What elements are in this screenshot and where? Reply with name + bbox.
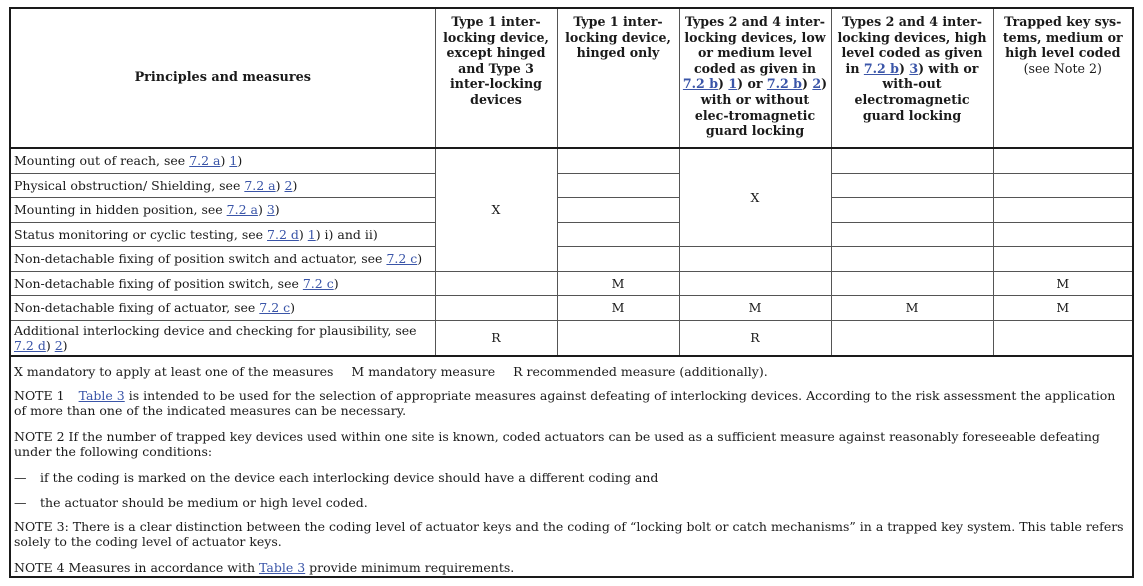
cell-empty <box>557 173 679 198</box>
cell-empty <box>993 247 1132 272</box>
link-7-2-c[interactable]: 7.2 c <box>302 275 334 291</box>
row-label: Non-detachable fixing of actuator, see 7.2 c) <box>11 296 435 321</box>
cell-empty <box>831 320 993 355</box>
cell-empty <box>993 148 1132 173</box>
legend-x: X mandatory to apply at least one of the measures <box>14 364 334 379</box>
header-row <box>11 9 1132 148</box>
link-7-2-c[interactable]: 7.2 c <box>259 300 291 316</box>
cell-empty <box>557 148 679 173</box>
row-label: Physical obstruction/ Shielding, see 7.2 a) 2) <box>11 173 435 198</box>
cell-mark-m: M <box>679 296 831 321</box>
link-7-2-d[interactable]: 7.2 d <box>14 337 46 353</box>
cell-mark-m: M <box>993 296 1132 321</box>
header-types-2-4-high: Types 2 and 4 inter-locking devices, high level coded as given in 7.2 b) 3) with or with-out electromagnetic guard locking <box>831 9 993 148</box>
cell-mark-r: R <box>435 320 557 355</box>
row-label: Additional interlocking device and checking for plausibility, see 7.2 d) 2) <box>11 320 435 355</box>
legend <box>14 364 768 379</box>
cell-empty <box>831 148 993 173</box>
measures-table <box>11 9 1132 356</box>
table-row <box>11 222 1132 247</box>
link-7-2-d[interactable]: 7.2 d <box>267 226 299 242</box>
cell-empty <box>993 320 1132 355</box>
cell-empty <box>831 222 993 247</box>
link-7-2-b[interactable]: 7.2 b <box>863 60 899 76</box>
header-principles: Principles and measures <box>11 9 435 148</box>
cell-empty <box>557 320 679 355</box>
table-row <box>11 296 1132 321</box>
cell-empty <box>435 296 557 321</box>
link-1[interactable]: 1 <box>307 226 316 242</box>
cell-empty <box>435 271 557 296</box>
link-3[interactable]: 3 <box>266 202 275 218</box>
link-1[interactable]: 1 <box>728 76 738 92</box>
note-2-item-1: — if the coding is marked on the device each interlocking device should have a different coding and <box>14 470 659 485</box>
cell-mark-m: M <box>831 296 993 321</box>
link-1[interactable]: 1 <box>229 153 238 169</box>
header-type1-except-hinged: Type 1 inter-locking device, except hinged and Type 3 inter-locking devices <box>435 9 557 148</box>
link-table-3[interactable]: Table 3 <box>259 560 306 575</box>
cell-empty <box>557 198 679 223</box>
link-7-2-a[interactable]: 7.2 a <box>244 177 276 193</box>
table-row <box>11 173 1132 198</box>
link-2[interactable]: 2 <box>812 76 822 92</box>
link-7-2-a[interactable]: 7.2 a <box>189 153 221 169</box>
link-7-2-a[interactable]: 7.2 a <box>226 202 258 218</box>
cell-mark-x: X <box>679 148 831 247</box>
link-2[interactable]: 2 <box>284 177 293 193</box>
cell-empty <box>831 173 993 198</box>
note-2-item-2: — the actuator should be medium or high level coded. <box>14 495 368 510</box>
cell-empty <box>679 271 831 296</box>
cell-mark-x: X <box>435 148 557 271</box>
note-2: NOTE 2 If the number of trapped key devices used within one site is known, coded actuators can be used as a sufficient measure against reasonably foreseeable defeating under the following conditions: <box>14 429 1100 459</box>
cell-empty <box>831 247 993 272</box>
table-row <box>11 198 1132 223</box>
table-notes <box>11 355 1132 575</box>
cell-empty <box>679 247 831 272</box>
measures-table-frame <box>9 7 1134 578</box>
row-label: Non-detachable fixing of position switch, see 7.2 c) <box>11 271 435 296</box>
row-label: Mounting out of reach, see 7.2 a) 1) <box>11 148 435 173</box>
legend-m: M mandatory measure <box>351 364 496 379</box>
note-4: NOTE 4 Measures in accordance with Table 3 provide minimum requirements. <box>14 560 515 575</box>
legend-r: R recommended measure (additionally). <box>513 364 768 379</box>
table-row <box>11 271 1132 296</box>
link-7-2-b[interactable]: 7.2 b <box>682 76 719 92</box>
header-type1-hinged: Type 1 inter-locking device, hinged only <box>557 9 679 148</box>
row-label: Mounting in hidden position, see 7.2 a) 3) <box>11 198 435 223</box>
cell-empty <box>557 222 679 247</box>
link-table-3[interactable]: Table 3 <box>78 388 125 403</box>
note-1: NOTE 1 Table 3 is intended to be used for the selection of appropriate measures against defeating of interlocking devices. According to the risk assessment the application of more than one of the indicated measures can be necessary. <box>14 388 1116 418</box>
row-label: Status monitoring or cyclic testing, see 7.2 d) 1) i) and ii) <box>11 222 435 247</box>
note-3: NOTE 3: There is a clear distinction between the coding level of actuator keys and the coding of “locking bolt or catch mechanisms” in a trapped key system. This table refers solely to the coding level of actuator keys. <box>14 519 1124 549</box>
cell-mark-m: M <box>993 271 1132 296</box>
table-row <box>11 247 1132 272</box>
cell-empty <box>993 173 1132 198</box>
dash-bullet: — <box>14 495 27 510</box>
cell-empty <box>831 198 993 223</box>
link-3[interactable]: 3 <box>909 60 919 76</box>
cell-empty <box>993 198 1132 223</box>
link-7-2-b[interactable]: 7.2 b <box>766 76 802 92</box>
cell-empty <box>993 222 1132 247</box>
dash-bullet: — <box>14 470 27 485</box>
cell-mark-m: M <box>557 271 679 296</box>
table-row <box>11 148 1132 173</box>
header-types-2-4-low-medium: Types 2 and 4 inter-locking devices, low or medium level coded as given in 7.2 b) 1) or 7.2 b) 2) with or without elec-tromagnetic guard locking <box>679 9 831 148</box>
link-7-2-c[interactable]: 7.2 c <box>386 251 418 267</box>
header-trapped-key: Trapped key sys-tems, medium or high level coded (see Note 2) <box>993 9 1132 148</box>
link-2[interactable]: 2 <box>54 337 63 353</box>
cell-empty <box>831 271 993 296</box>
table-row <box>11 320 1132 355</box>
cell-mark-r: R <box>679 320 831 355</box>
cell-empty <box>557 247 679 272</box>
row-label: Non-detachable fixing of position switch and actuator, see 7.2 c) <box>11 247 435 272</box>
cell-mark-m: M <box>557 296 679 321</box>
